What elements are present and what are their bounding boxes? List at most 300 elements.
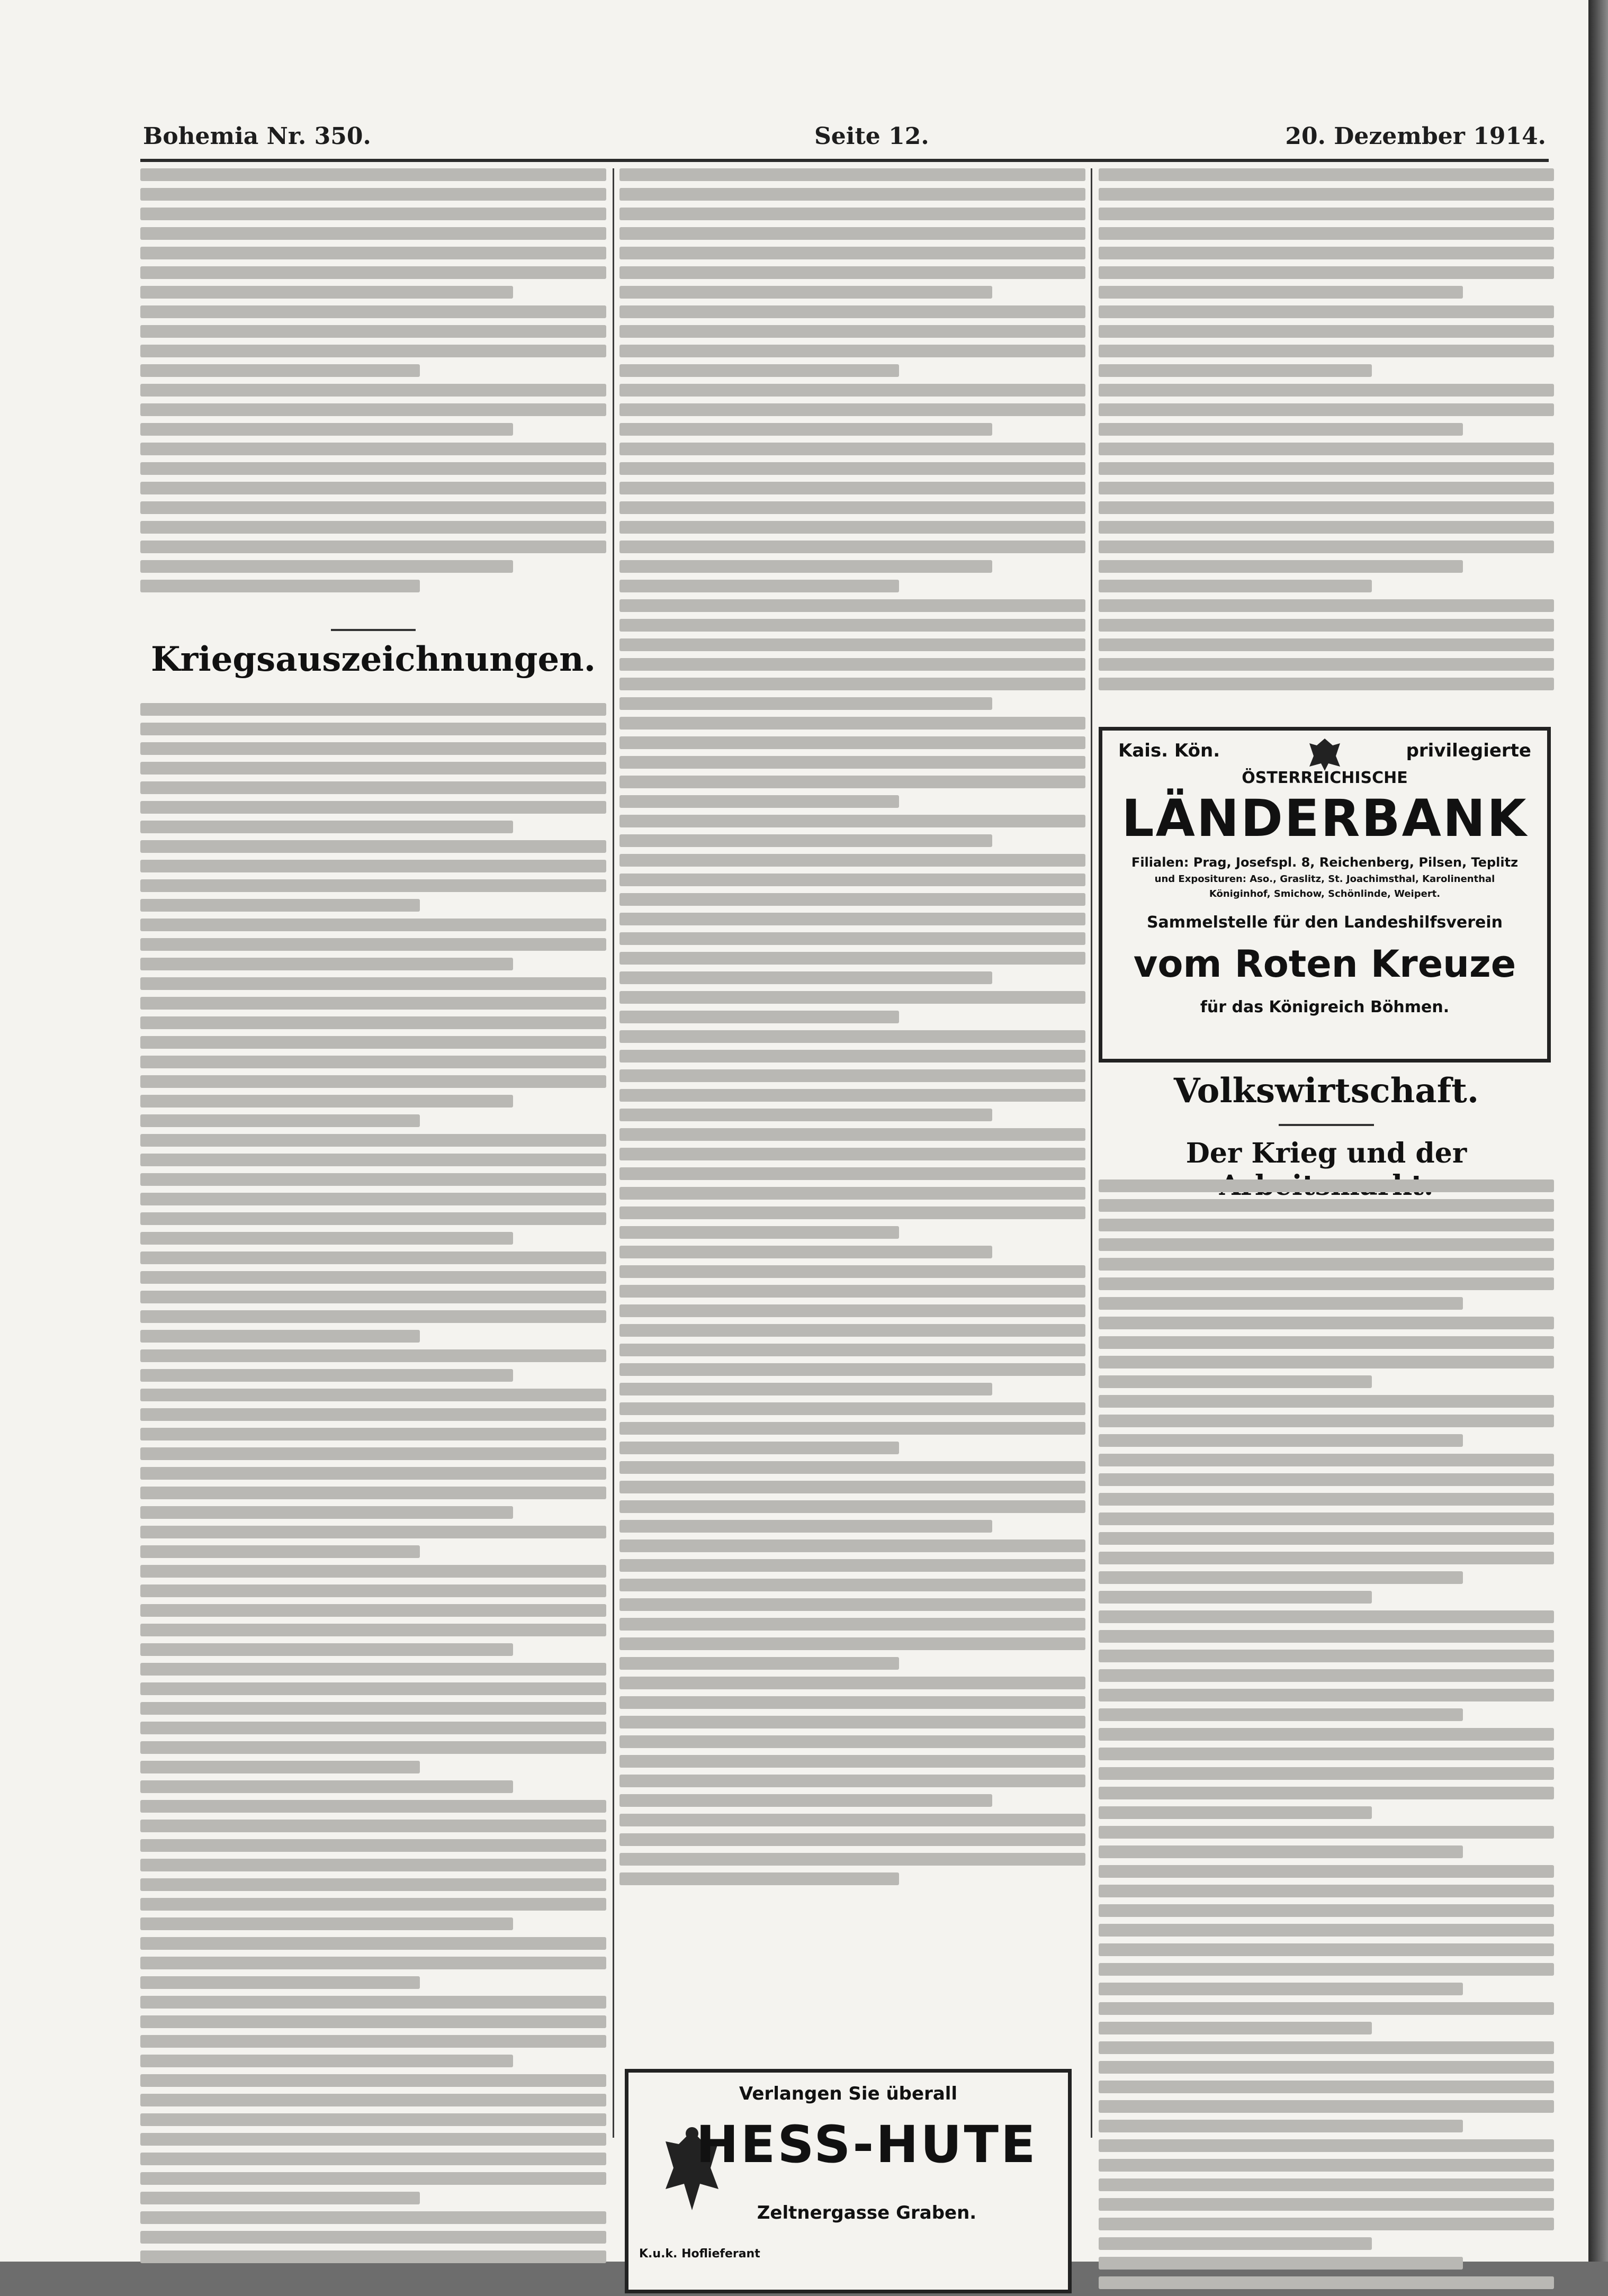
column-rule bbox=[1091, 168, 1092, 2138]
text-line bbox=[1099, 1689, 1554, 1701]
text-line bbox=[1099, 1552, 1554, 1564]
text-line bbox=[140, 286, 513, 299]
text-line bbox=[619, 952, 1085, 965]
page-number: Seite 12. bbox=[814, 123, 929, 150]
text-line bbox=[140, 1193, 606, 1205]
text-line bbox=[1099, 1826, 1554, 1839]
text-line bbox=[1099, 2276, 1554, 2289]
text-line bbox=[140, 742, 606, 755]
text-line bbox=[619, 443, 1085, 455]
text-line bbox=[1099, 247, 1554, 259]
text-line bbox=[140, 1820, 606, 1832]
text-line bbox=[619, 599, 1085, 612]
text-line bbox=[1099, 286, 1463, 299]
text-line bbox=[140, 1780, 513, 1793]
text-line bbox=[619, 913, 1085, 925]
text-line bbox=[140, 703, 606, 716]
ad-line: für das Königreich Böhmen. bbox=[1200, 998, 1450, 1016]
text-line bbox=[140, 2055, 513, 2067]
text-line bbox=[619, 756, 1085, 769]
text-line bbox=[140, 1682, 606, 1695]
text-line bbox=[140, 1212, 606, 1225]
text-line bbox=[140, 1408, 606, 1421]
text-line bbox=[1099, 1179, 1554, 1192]
text-line bbox=[1099, 1415, 1554, 1427]
text-line bbox=[140, 541, 606, 553]
text-line bbox=[140, 482, 606, 494]
text-line bbox=[1099, 2159, 1554, 2172]
text-line bbox=[619, 834, 992, 847]
text-line bbox=[619, 188, 1085, 201]
text-line bbox=[1099, 2041, 1554, 2054]
text-line bbox=[619, 1206, 1085, 1219]
text-line bbox=[619, 854, 1085, 867]
text-line bbox=[140, 2113, 606, 2126]
text-line bbox=[1099, 462, 1554, 475]
text-line bbox=[140, 2074, 606, 2087]
text-line bbox=[1099, 638, 1554, 651]
text-line bbox=[140, 997, 606, 1010]
text-line bbox=[1099, 1650, 1554, 1662]
text-line bbox=[1099, 227, 1554, 240]
text-line bbox=[1099, 2081, 1554, 2093]
section-heading-volkswirtschaft: Volkswirtschaft. bbox=[1173, 1071, 1479, 1111]
text-line bbox=[140, 938, 606, 951]
text-line bbox=[1099, 1787, 1554, 1799]
text-line bbox=[619, 1011, 899, 1023]
text-line bbox=[1099, 1963, 1554, 1976]
text-line bbox=[619, 208, 1085, 220]
text-line bbox=[140, 1447, 606, 1460]
text-line bbox=[140, 1330, 420, 1343]
text-line bbox=[1099, 364, 1372, 377]
text-line bbox=[140, 977, 606, 990]
text-line bbox=[140, 2211, 606, 2224]
text-line bbox=[619, 247, 1085, 259]
text-line bbox=[619, 325, 1085, 338]
separator-rule bbox=[331, 629, 416, 631]
text-line bbox=[1099, 1356, 1554, 1368]
text-line bbox=[619, 168, 1085, 181]
text-line bbox=[1099, 1395, 1554, 1408]
ad-brand: LÄNDERBANK bbox=[1121, 789, 1528, 848]
text-line bbox=[1099, 2139, 1554, 2152]
text-line bbox=[619, 580, 899, 592]
text-line bbox=[1099, 208, 1554, 220]
text-line bbox=[140, 1075, 606, 1088]
text-line bbox=[140, 1878, 606, 1891]
text-line bbox=[140, 860, 606, 872]
text-line bbox=[140, 168, 606, 181]
text-line bbox=[619, 971, 992, 984]
text-line bbox=[140, 781, 606, 794]
text-line bbox=[619, 1520, 992, 1533]
issue-date: 20. Dezember 1914. bbox=[1285, 123, 1546, 150]
ad-line: Sammelstelle für den Landeshilfsverein bbox=[1146, 913, 1503, 932]
text-line bbox=[1099, 1493, 1554, 1506]
text-line bbox=[140, 723, 606, 735]
text-line bbox=[619, 1402, 1085, 1415]
text-block bbox=[1099, 1179, 1554, 2296]
text-line bbox=[140, 501, 606, 514]
text-line bbox=[1099, 2100, 1554, 2113]
text-line bbox=[1099, 1865, 1554, 1878]
text-line bbox=[140, 1859, 606, 1871]
text-line bbox=[1099, 560, 1463, 573]
text-line bbox=[140, 2133, 606, 2146]
text-block bbox=[140, 168, 606, 599]
ad-line: privilegierte bbox=[1406, 740, 1531, 761]
text-line bbox=[1099, 2198, 1554, 2211]
text-line bbox=[619, 1755, 1085, 1768]
text-line bbox=[1099, 501, 1554, 514]
text-line bbox=[140, 2153, 606, 2165]
text-line bbox=[619, 1363, 1085, 1376]
text-block bbox=[1099, 168, 1554, 697]
text-line bbox=[619, 1461, 1085, 1474]
text-line bbox=[619, 345, 1085, 357]
text-line bbox=[619, 1442, 899, 1454]
text-line bbox=[619, 1324, 1085, 1337]
text-line bbox=[619, 305, 1085, 318]
text-line bbox=[140, 1839, 606, 1852]
text-line bbox=[1099, 1845, 1463, 1858]
text-line bbox=[140, 227, 606, 240]
text-line bbox=[140, 1428, 606, 1440]
text-line bbox=[619, 1187, 1085, 1200]
text-line bbox=[140, 1898, 606, 1911]
text-line bbox=[140, 208, 606, 220]
text-line bbox=[619, 1069, 1085, 1082]
text-line bbox=[1099, 1512, 1554, 1525]
text-line bbox=[1099, 266, 1554, 279]
text-line bbox=[1099, 1610, 1554, 1623]
text-line bbox=[140, 2015, 606, 2028]
text-line bbox=[619, 638, 1085, 651]
hess-hute-advertisement bbox=[625, 2069, 1072, 2293]
text-line bbox=[140, 423, 513, 436]
text-line bbox=[140, 1643, 513, 1656]
text-line bbox=[1099, 443, 1554, 455]
text-line bbox=[619, 1344, 1085, 1356]
text-line bbox=[619, 893, 1085, 906]
text-line bbox=[1099, 1532, 1554, 1545]
text-line bbox=[619, 1148, 1085, 1160]
text-line bbox=[1099, 1728, 1554, 1741]
text-line bbox=[140, 188, 606, 201]
text-line bbox=[619, 1109, 992, 1121]
text-line bbox=[1099, 1454, 1554, 1466]
text-line bbox=[619, 1696, 1085, 1709]
text-line bbox=[619, 1775, 1085, 1787]
text-line bbox=[1099, 1238, 1554, 1251]
text-line bbox=[619, 384, 1085, 397]
text-line bbox=[140, 1702, 606, 1715]
text-line bbox=[1099, 2237, 1372, 2250]
text-line bbox=[619, 501, 1085, 514]
text-line bbox=[619, 1285, 1085, 1298]
text-line bbox=[1099, 305, 1554, 318]
text-line bbox=[140, 1134, 606, 1147]
text-line bbox=[140, 580, 420, 592]
text-line bbox=[140, 1937, 606, 1950]
text-line bbox=[140, 1663, 606, 1676]
text-line bbox=[1099, 1904, 1554, 1917]
text-line bbox=[1099, 1630, 1554, 1643]
text-line bbox=[140, 1467, 606, 1480]
text-line bbox=[140, 1271, 606, 1284]
text-line bbox=[140, 1232, 513, 1245]
text-line bbox=[140, 1526, 606, 1538]
text-line bbox=[1099, 2218, 1554, 2230]
text-line bbox=[619, 1481, 1085, 1493]
text-line bbox=[619, 717, 1085, 730]
text-line bbox=[619, 1422, 1085, 1435]
text-line bbox=[140, 2250, 606, 2263]
text-line bbox=[140, 1976, 420, 1989]
text-line bbox=[1099, 1885, 1554, 1897]
text-line bbox=[140, 1036, 606, 1049]
text-line bbox=[140, 1917, 513, 1930]
ad-line: K.u.k. Hoflieferant bbox=[639, 2247, 760, 2261]
ad-line: Zeltnergasse Graben. bbox=[757, 2202, 977, 2223]
text-line bbox=[140, 1389, 606, 1401]
laenderbank-advertisement bbox=[1099, 727, 1551, 1063]
text-line bbox=[619, 678, 1085, 690]
text-line bbox=[140, 2192, 420, 2204]
text-line bbox=[619, 1833, 1085, 1846]
text-line bbox=[1099, 1375, 1372, 1388]
text-line bbox=[140, 560, 513, 573]
text-line bbox=[140, 2172, 606, 2185]
section-heading-kriegsauszeichnungen: Kriegsauszeichnungen. bbox=[151, 640, 596, 679]
text-line bbox=[1099, 1669, 1554, 1682]
text-line bbox=[140, 899, 420, 912]
text-line bbox=[140, 1545, 420, 1558]
text-line bbox=[140, 364, 420, 377]
text-line bbox=[619, 1167, 1085, 1180]
text-line bbox=[140, 1800, 606, 1813]
text-line bbox=[1099, 1571, 1463, 1584]
text-line bbox=[619, 560, 992, 573]
text-line bbox=[140, 345, 606, 357]
text-line bbox=[619, 462, 1085, 475]
text-line bbox=[619, 1657, 899, 1670]
text-line bbox=[1099, 2022, 1372, 2034]
text-line bbox=[619, 1716, 1085, 1728]
text-line bbox=[1099, 188, 1554, 201]
text-line bbox=[1099, 1297, 1463, 1310]
text-line bbox=[619, 1500, 1085, 1513]
ad-line: Filialen: Prag, Josefspl. 8, Reichenberg, Pilsen, Teplitz bbox=[1131, 855, 1519, 870]
text-line bbox=[619, 1265, 1085, 1278]
text-line bbox=[140, 1114, 420, 1127]
text-block bbox=[619, 168, 1085, 1892]
column-rule bbox=[613, 168, 614, 2138]
text-line bbox=[1099, 619, 1554, 632]
text-line bbox=[619, 227, 1085, 240]
ad-line: Verlangen Sie überall bbox=[739, 2083, 958, 2104]
text-line bbox=[619, 1814, 1085, 1826]
text-line bbox=[1099, 1336, 1554, 1349]
scan-edge bbox=[1588, 0, 1608, 2262]
text-line bbox=[619, 1853, 1085, 1866]
text-line bbox=[619, 482, 1085, 494]
text-line bbox=[1099, 1199, 1554, 1212]
text-line bbox=[140, 1349, 606, 1362]
text-line bbox=[619, 1598, 1085, 1611]
text-line bbox=[1099, 1748, 1554, 1760]
text-line bbox=[140, 1996, 606, 2009]
text-line bbox=[140, 1604, 606, 1617]
text-line bbox=[140, 462, 606, 475]
text-line bbox=[1099, 2257, 1463, 2270]
text-block bbox=[140, 703, 606, 2270]
text-line bbox=[1099, 1258, 1554, 1271]
text-line bbox=[1099, 521, 1554, 534]
text-line bbox=[140, 1056, 606, 1068]
text-line bbox=[619, 776, 1085, 788]
page-header bbox=[143, 123, 1546, 160]
text-line bbox=[619, 1383, 992, 1395]
text-line bbox=[1099, 1708, 1463, 1721]
text-line bbox=[619, 403, 1085, 416]
text-line bbox=[140, 879, 606, 892]
text-line bbox=[1099, 580, 1372, 592]
text-line bbox=[619, 1579, 1085, 1591]
text-line bbox=[140, 1741, 606, 1754]
text-line bbox=[619, 1539, 1085, 1552]
text-line bbox=[1099, 1924, 1554, 1937]
text-line bbox=[1099, 423, 1463, 436]
separator-rule bbox=[1279, 1124, 1374, 1126]
text-line bbox=[619, 286, 992, 299]
text-line bbox=[619, 1089, 1085, 1102]
text-line bbox=[140, 1506, 513, 1519]
text-line bbox=[140, 1584, 606, 1597]
text-line bbox=[140, 1722, 606, 1734]
text-line bbox=[140, 2035, 606, 2048]
text-line bbox=[1099, 1591, 1372, 1604]
text-line bbox=[140, 840, 606, 853]
text-line bbox=[1099, 599, 1554, 612]
text-line bbox=[619, 1677, 1085, 1689]
text-line bbox=[140, 1957, 606, 1969]
text-line bbox=[619, 1050, 1085, 1063]
text-line bbox=[1099, 678, 1554, 690]
text-line bbox=[140, 1154, 606, 1166]
text-line bbox=[1099, 325, 1554, 338]
text-line bbox=[619, 1304, 1085, 1317]
text-line bbox=[619, 815, 1085, 827]
text-line bbox=[140, 1095, 513, 1108]
text-line bbox=[140, 266, 606, 279]
text-line bbox=[140, 1310, 606, 1323]
text-line bbox=[619, 932, 1085, 945]
text-line bbox=[1099, 345, 1554, 357]
text-line bbox=[140, 325, 606, 338]
text-line bbox=[140, 305, 606, 318]
text-line bbox=[140, 1291, 606, 1303]
text-line bbox=[140, 1016, 606, 1029]
text-line bbox=[619, 991, 1085, 1004]
text-line bbox=[619, 1128, 1085, 1141]
text-line bbox=[140, 1369, 513, 1382]
text-line bbox=[619, 423, 992, 436]
text-line bbox=[619, 541, 1085, 553]
ad-line: und Exposituren: Aso., Graslitz, St. Joachimsthal, Karolinenthal bbox=[1154, 874, 1495, 885]
text-line bbox=[1099, 658, 1554, 671]
text-line bbox=[140, 1173, 606, 1186]
text-line bbox=[140, 443, 606, 455]
text-line bbox=[1099, 1806, 1372, 1819]
text-line bbox=[619, 619, 1085, 632]
text-line bbox=[140, 2231, 606, 2244]
text-line bbox=[619, 1637, 1085, 1650]
text-line bbox=[1099, 2178, 1554, 2191]
text-line bbox=[140, 1624, 606, 1636]
ad-line: Kais. Kön. bbox=[1118, 740, 1220, 761]
text-line bbox=[619, 1559, 1085, 1572]
ad-brand: HESS-HUTE bbox=[696, 2115, 1038, 2174]
text-line bbox=[1099, 1277, 1554, 1290]
article-title: Der Krieg und der bbox=[1185, 1137, 1467, 1169]
ad-line: Königinhof, Smichow, Schönlinde, Weipert. bbox=[1209, 888, 1441, 899]
text-line bbox=[619, 1735, 1085, 1748]
text-line bbox=[140, 821, 513, 833]
text-line bbox=[1099, 1767, 1554, 1780]
text-line bbox=[619, 521, 1085, 534]
text-line bbox=[1099, 1317, 1554, 1329]
text-line bbox=[140, 919, 606, 931]
text-line bbox=[1099, 1434, 1463, 1447]
text-line bbox=[619, 736, 1085, 749]
text-line bbox=[140, 801, 606, 814]
text-line bbox=[1099, 541, 1554, 553]
ad-line: vom Roten Kreuze bbox=[1133, 942, 1516, 986]
text-line bbox=[140, 762, 606, 775]
text-line bbox=[140, 2094, 606, 2106]
text-line bbox=[1099, 1983, 1463, 1995]
text-line bbox=[619, 874, 1085, 886]
text-line bbox=[1099, 384, 1554, 397]
text-line bbox=[140, 384, 606, 397]
text-line bbox=[140, 403, 606, 416]
text-line bbox=[140, 958, 513, 970]
text-line bbox=[1099, 2061, 1554, 2074]
text-line bbox=[619, 1246, 992, 1258]
text-line bbox=[1099, 1943, 1554, 1956]
header-rule bbox=[140, 159, 1549, 162]
text-line bbox=[619, 364, 899, 377]
text-line bbox=[1099, 168, 1554, 181]
text-line bbox=[1099, 1473, 1554, 1486]
text-line bbox=[140, 1487, 606, 1499]
text-line bbox=[1099, 2002, 1554, 2015]
text-line bbox=[619, 795, 899, 808]
text-line bbox=[140, 1251, 606, 1264]
text-line bbox=[619, 1618, 1085, 1631]
text-line bbox=[619, 1226, 899, 1239]
text-line bbox=[619, 697, 992, 710]
text-line bbox=[619, 1872, 899, 1885]
text-line bbox=[140, 521, 606, 534]
ad-line: ÖSTERREICHISCHE bbox=[1242, 769, 1408, 787]
text-line bbox=[1099, 2120, 1463, 2132]
text-line bbox=[140, 1565, 606, 1578]
text-line bbox=[1099, 1219, 1554, 1231]
text-line bbox=[140, 1761, 420, 1773]
